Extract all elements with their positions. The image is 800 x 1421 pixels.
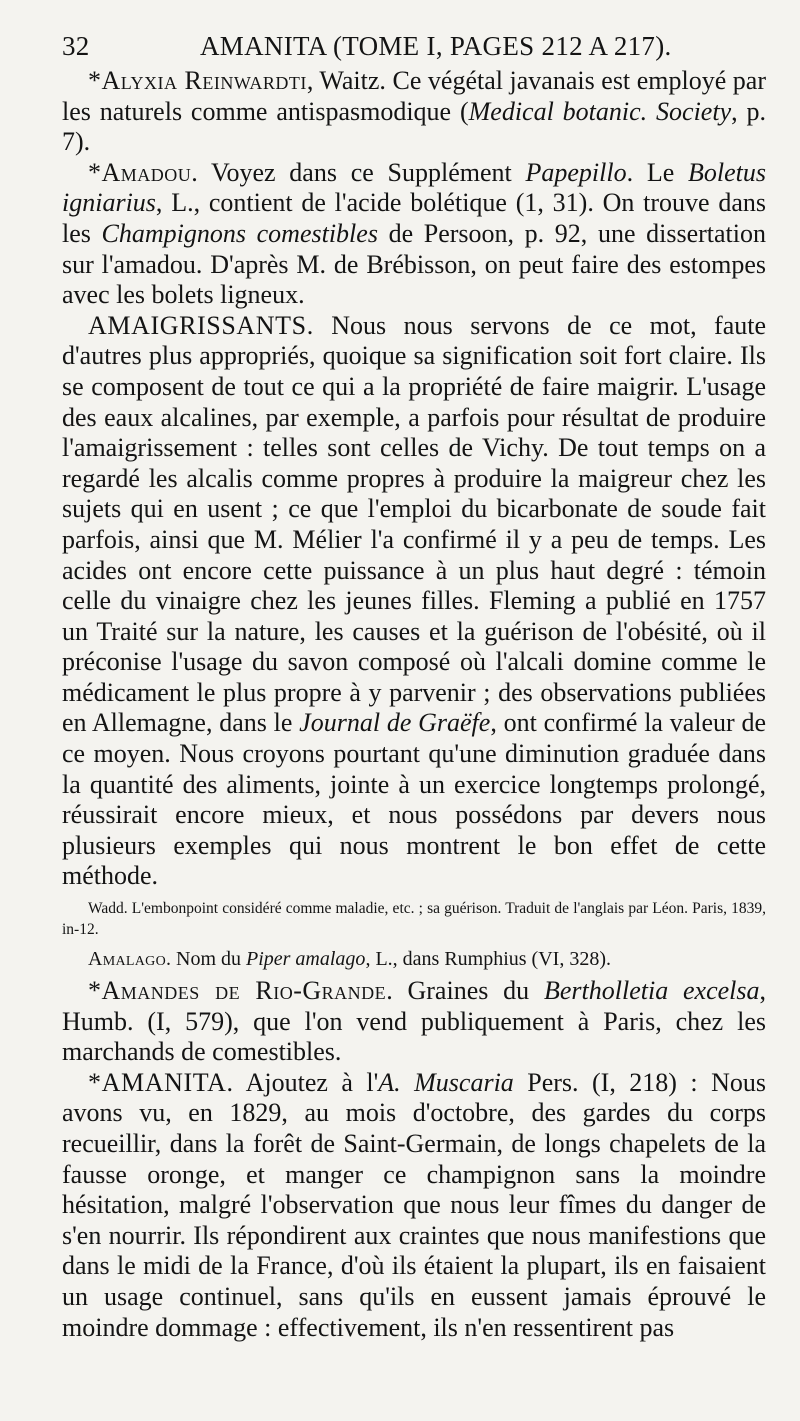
entry-alyxia (62, 66, 766, 158)
bibliographic-note: Wadd. L'embonpoint considéré comme maladie, etc. ; sa guérison. Traduit de l'anglais par Léon. Paris, 1839, in-12. (62, 900, 766, 939)
entry-citation: Papepillo (525, 157, 627, 187)
entry-text: , ont confirmé la valeur de ce moyen. Nous croyons pourtant qu'une diminution graduée dans la quantité des aliments, jointe à un exercice longtemps prolongé, réussirait encore mieux, et nous possédons par devers nous plusieurs exemples qui nous montrent le bon effet de cette méthode. (62, 708, 766, 891)
entry-amanita (62, 1068, 766, 1343)
entry-text: . Nom du (166, 948, 246, 971)
entry-text: de Persoon, p. 92, une dissertation sur l'amadou. D'après M. de Brébisson, on peut faire des estompes avec les bolets ligneux. (62, 218, 766, 310)
entry-citation: Champignons comestibles (101, 218, 378, 248)
entry-headword: *AMANITA. (88, 1067, 234, 1097)
entry-amandes (62, 976, 766, 1068)
running-header (62, 28, 766, 66)
entry-text: , L., dans Rumphius (VI, 328). (365, 948, 611, 971)
entry-text: . Graines du (386, 976, 544, 1006)
entry-text: Ajoutez à l' (233, 1067, 379, 1097)
entry-citation: Boletus igniarius (62, 157, 767, 218)
entry-headword: Amalago (88, 948, 166, 971)
entry-headword: *Amandes de Rio-Grande (88, 976, 387, 1006)
entry-amaigrissants (62, 311, 766, 892)
entry-text: Pers. (I, 218) : Nous avons vu, en 1829, au mois d'octobre, des gardes du corps recueillir, dans la forêt de Saint-Germain, de longs chapelets de la fausse oronge, et manger ce champignon sans la moindre hésitation, malgré l'observation que nous leur fîmes du danger de s'en nourrir. Ils répondirent aux craintes que nous manifestions que dans le midi de la France, d'où ils étaient la plupart, ils en faisaient un usage continuel, sans qu'ils en eussent jamais éprouvé le moindre dommage : effectivement, ils n'en ressentirent pas (62, 1067, 766, 1342)
entry-text: , p. 7). (62, 96, 766, 157)
entry-amalago (62, 944, 766, 974)
entry-headword: AMAIGRISSANTS. (88, 310, 314, 340)
page-number: 32 (62, 31, 90, 61)
page-body (62, 66, 766, 1343)
entry-citation: Piper amalago (246, 948, 366, 971)
entry-text: , L., contient de l'acide bolétique (1, 31). On trouve dans les (62, 188, 766, 248)
entry-citation: A. Muscaria (378, 1067, 514, 1097)
entry-text: , Humb. (I, 579), que l'on vend publiquement à Paris, chez les marchands de comestibles. (62, 976, 767, 1067)
entry-citation: Journal de Graëfe (299, 708, 491, 738)
entry-text: Nous nous servons de ce mot, faute d'autres plus appropriés, quoique sa signification soit fort claire. Ils se composent de tout ce qui a la propriété de faire maigrir. L'usage des eaux alcalines, par exemple, a parfois pour résultat de produire l'amaigrissement : telles sont celles de Vichy. De tout temps on a regardé les alcalis comme propres à produire la maigreur chez les sujets qui en usent ; ce que l'emploi du bicarbonate de soude fait parfois, ainsi que M. Mélier l'a confirmé il y a peu de temps. Les acides ont encore cette puissance à un plus haut degré : témoin celle du vinaigre chez les jeunes filles. Fleming a publié en 1757 un Traité sur la nature, les causes et la guérison de l'obésité, où il préconise l'usage du savon composé où l'alcali domine comme le médicament le plus propre à y parvenir ; des observations publiées en Allemagne, dans le (62, 310, 766, 738)
running-title: AMANITA (TOME I, PAGES 212 A 217). (200, 31, 672, 61)
entry-headword: *Alyxia Reinwardti (88, 66, 307, 95)
entry-citation: Medical botanic. Society (468, 96, 732, 126)
entry-amadou (62, 158, 766, 311)
entry-text: , Waitz. Ce végétal javanais est employé par les naturels comme antispasmodique ( (62, 66, 766, 126)
entry-headword: *Amadou (88, 157, 192, 187)
entry-text: . Voyez dans ce Supplément (191, 157, 526, 187)
entry-citation: Bertholletia excelsa (544, 976, 760, 1006)
entry-text: . Le (626, 157, 689, 187)
